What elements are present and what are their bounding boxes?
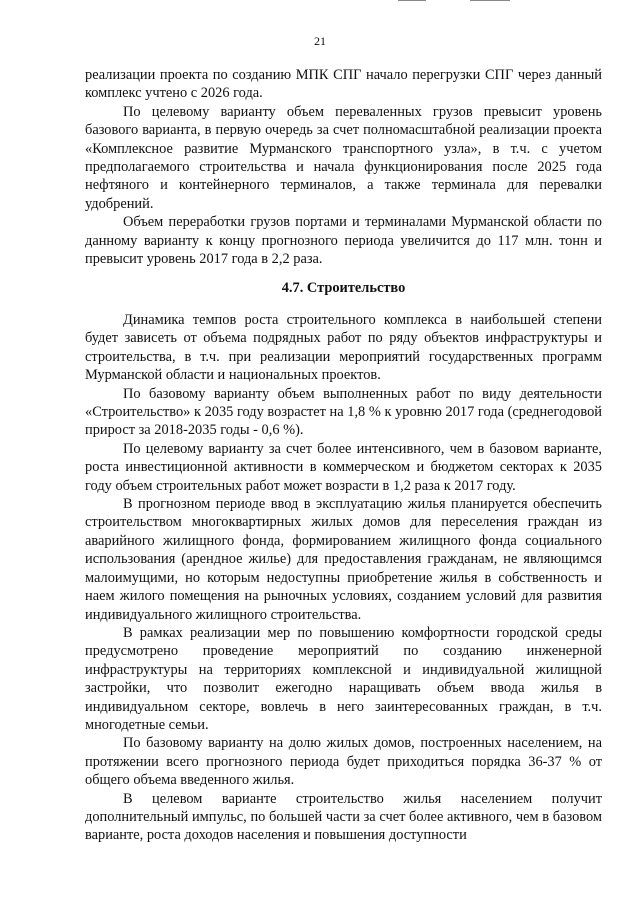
paragraph: По базовому варианту объем выполненных работ по виду деятельности «Строительство» к 2035 году возрастет на 1,8 % к уровню 2017 года (среднегодовой прирост за 2018-2035 годы - 0,6 %). [85, 385, 602, 439]
section-heading: 4.7. Строительство [281, 280, 406, 296]
text-block-after-heading [85, 311, 602, 845]
paragraph: По целевому варианту за счет более интенсивного, чем в базовом варианте, роста инвестиционной активности в коммерческом и бюджетом секторах к 2035 году объем строительных работ может возрасти в 1,2 раза к 2017 году. [85, 440, 602, 494]
paragraph: В рамках реализации мер по повышению комфортности городской среды предусмотрено проведение мероприятий по созданию инженерной инфраструктуры на территориях комплексной и индивидуальной жилищной застройки, что позволит ежегодно наращивать объем ввода жилья в индивидуальном секторе, вовлечь в него заинтересованных граждан, в т.ч. многодетные семьи. [85, 624, 602, 733]
paragraph: реализации проекта по созданию МПК СПГ начало перегрузки СПГ через данный комплекс учтено с 2026 года. [85, 67, 602, 102]
paragraph: В прогнозном периоде ввод в эксплуатацию жилья планируется обеспечить строительством многоквартирных жилых домов для переселения граждан из аварийного жилищного фонда, формированием жилищного фонда социального использования (арендное жилье) для предоставления гражданам, не являющимся малоимущими, но которым недоступны приобретение жилья в собственность и наем жилого помещения на рыночных условиях, созданием условий для развития индивидуального жилищного строительства. [85, 496, 602, 623]
paragraph: По базовому варианту на долю жилых домов, построенных населением, на протяжении всего прогнозного периода будет приходиться порядка 36-37 % от общего объема введенного жилья. [85, 735, 602, 789]
text-block-before-heading [85, 66, 602, 268]
paragraph: Динамика темпов роста строительного комплекса в наибольшей степени будет зависеть от объема подрядных работ по ряду объектов инфраструктуры и строительства, в т.ч. при реализации мероприятий государственных программ Мурманской области и национальных проектов. [85, 312, 602, 384]
paragraph: По целевому варианту объем переваленных грузов превысит уровень базового варианта, в первую очередь за счет полномасштабной реализации проекта «Комплексное развитие Мурманского транспортного узла», в т.ч. с учетом предполагаемого строительства и начала функционирования после 2025 года нефтяного и контейнерного терминалов, а также терминала для перевалки удобрений. [85, 103, 602, 212]
paragraph: Объем переработки грузов портами и терминалами Мурманской области по данному варианту к концу прогнозного периода увеличится до 117 млн. тонн и превысит уровень 2017 года в 2,2 раза. [85, 214, 602, 268]
top-scan-mark [470, 0, 510, 1]
paragraph: В целевом варианте строительство жилья населением получит дополнительный импульс, по большей части за счет более активного, чем в базовом варианте, роста доходов населения и повышения доступности [85, 790, 602, 844]
page-number: 21 [314, 34, 326, 48]
top-scan-mark [398, 0, 426, 1]
